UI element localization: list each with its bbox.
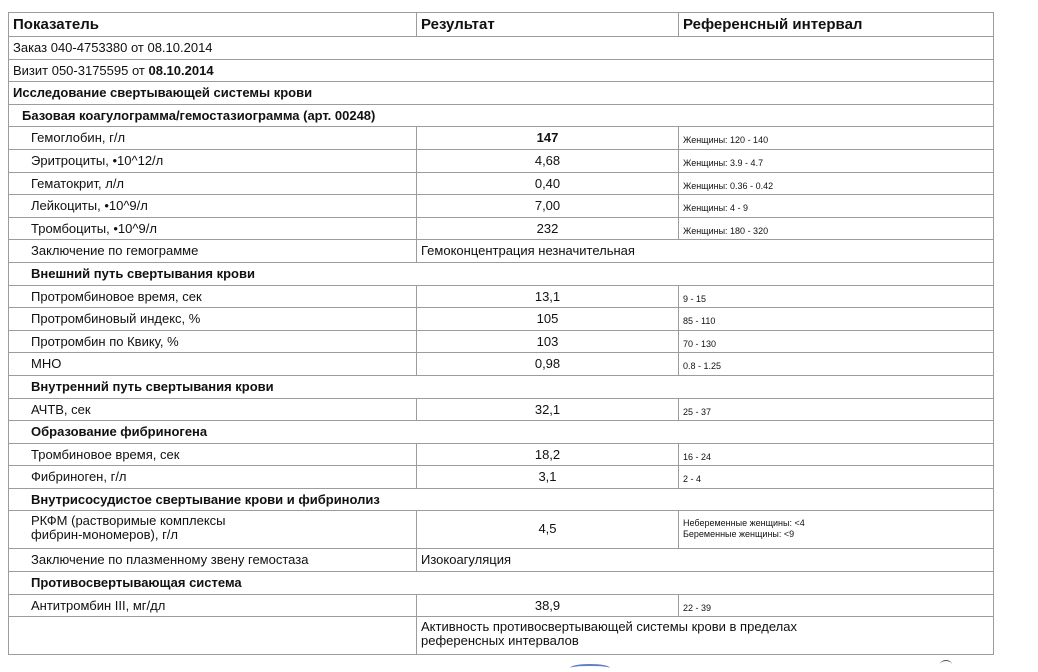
stamp-fragment (570, 664, 610, 672)
result-value: 147 (417, 127, 679, 150)
indicator-name (9, 511, 417, 549)
result-value: 0,40 (417, 173, 679, 196)
table-row (9, 399, 994, 422)
table-row (9, 466, 994, 489)
reference-line: Беременные женщины: <9 (683, 529, 795, 540)
reference-range: 25 - 37 (679, 399, 994, 422)
header-indicator: Показатель (9, 13, 417, 37)
table-row (9, 331, 994, 354)
table-row (9, 173, 994, 196)
group-row (9, 421, 994, 444)
reference-range: 16 - 24 (679, 444, 994, 467)
indicator-name: АЧТВ, сек (9, 399, 417, 422)
group-title: Внешний путь свертывания крови (9, 263, 994, 286)
indicator-name: Тромбоциты, •10^9/л (9, 218, 417, 241)
table-row (9, 150, 994, 173)
visit-info (9, 60, 994, 83)
group-title: Противосвертывающая система (9, 572, 994, 595)
group-title: Внутрисосудистое свертывание крови и фибринолиз (9, 489, 994, 512)
reference-range: 22 - 39 (679, 595, 994, 618)
indicator-name: Лейкоциты, •10^9/л (9, 195, 417, 218)
result-value: 103 (417, 331, 679, 354)
indicator-name: Заключение по плазменному звену гемостаза (9, 549, 417, 572)
table-row (9, 127, 994, 150)
reference-range: Женщины: 3.9 - 4.7 (679, 150, 994, 173)
indicator-name: Гематокрит, л/л (9, 173, 417, 196)
table-row (9, 195, 994, 218)
group-title: Образование фибриногена (9, 421, 994, 444)
table-row (9, 218, 994, 241)
lab-results-table (8, 12, 994, 655)
result-value: 18,2 (417, 444, 679, 467)
result-value: 7,00 (417, 195, 679, 218)
group-title: Внутренний путь свертывания крови (9, 376, 994, 399)
visit-prefix: Визит 050-3175595 от (13, 62, 149, 78)
result-value: 4,68 (417, 150, 679, 173)
conclusion-line: референсных интервалов (421, 633, 579, 649)
result-value: 4,5 (417, 511, 679, 549)
visit-date: 08.10.2014 (148, 62, 214, 78)
table-row (9, 286, 994, 309)
result-value: 0,98 (417, 353, 679, 376)
indicator-name: Эритроциты, •10^12/л (9, 150, 417, 173)
result-value: 32,1 (417, 399, 679, 422)
conclusion-line: Активность противосвертывающей системы крови в пределах (421, 619, 797, 635)
table-row (9, 595, 994, 618)
indicator-name-line: РКФМ (растворимые комплексы (31, 513, 226, 529)
subsection-title: Базовая коагулограмма/гемостазиограмма (арт. 00248) (9, 105, 994, 128)
result-value: 105 (417, 308, 679, 331)
indicator-name: Заключение по гемограмме (9, 240, 417, 263)
table-row (9, 444, 994, 467)
reference-range: Женщины: 120 - 140 (679, 127, 994, 150)
result-value: 38,9 (417, 595, 679, 618)
group-row (9, 489, 994, 512)
result-value: 232 (417, 218, 679, 241)
indicator-name: Тромбиновое время, сек (9, 444, 417, 467)
conclusion-value (417, 617, 994, 655)
indicator-name: Протромбиновое время, сек (9, 286, 417, 309)
reference-range: Женщины: 0.36 - 0.42 (679, 173, 994, 196)
result-value: 3,1 (417, 466, 679, 489)
table-header-row (9, 13, 994, 37)
order-info: Заказ 040-4753380 от 08.10.2014 (9, 37, 994, 60)
page-top-fragment (395, 0, 415, 4)
reference-line: Небеременные женщины: <4 (683, 518, 805, 529)
header-result: Результат (417, 13, 679, 37)
reference-range: 2 - 4 (679, 466, 994, 489)
reference-range (679, 511, 994, 549)
section-row (9, 82, 994, 105)
indicator-name: МНО (9, 353, 417, 376)
reference-range: 0.8 - 1.25 (679, 353, 994, 376)
indicator-name-empty (9, 617, 417, 655)
group-row (9, 376, 994, 399)
indicator-name: Антитромбин III, мг/дл (9, 595, 417, 618)
group-row (9, 572, 994, 595)
reference-range: 70 - 130 (679, 331, 994, 354)
table-row (9, 617, 994, 655)
reference-range: 85 - 110 (679, 308, 994, 331)
indicator-name: Гемоглобин, г/л (9, 127, 417, 150)
indicator-name-line: фибрин-мономеров), г/л (31, 527, 179, 543)
order-row (9, 37, 994, 60)
table-row (9, 353, 994, 376)
table-row (9, 549, 994, 572)
header-reference: Референсный интервал (679, 13, 994, 37)
result-value: 13,1 (417, 286, 679, 309)
conclusion-value: Гемоконцентрация незначительная (417, 240, 994, 263)
group-row (9, 263, 994, 286)
indicator-name: Протромбиновый индекс, % (9, 308, 417, 331)
table-row (9, 240, 994, 263)
reference-range: Женщины: 4 - 9 (679, 195, 994, 218)
section-title: Исследование свертывающей системы крови (9, 82, 994, 105)
conclusion-value: Изокоагуляция (417, 549, 994, 572)
indicator-name: Протромбин по Квику, % (9, 331, 417, 354)
reference-range: Женщины: 180 - 320 (679, 218, 994, 241)
subsection-row (9, 105, 994, 128)
indicator-name: Фибриноген, г/л (9, 466, 417, 489)
visit-row (9, 60, 994, 83)
reference-range: 9 - 15 (679, 286, 994, 309)
table-row (9, 308, 994, 331)
table-row (9, 511, 994, 549)
